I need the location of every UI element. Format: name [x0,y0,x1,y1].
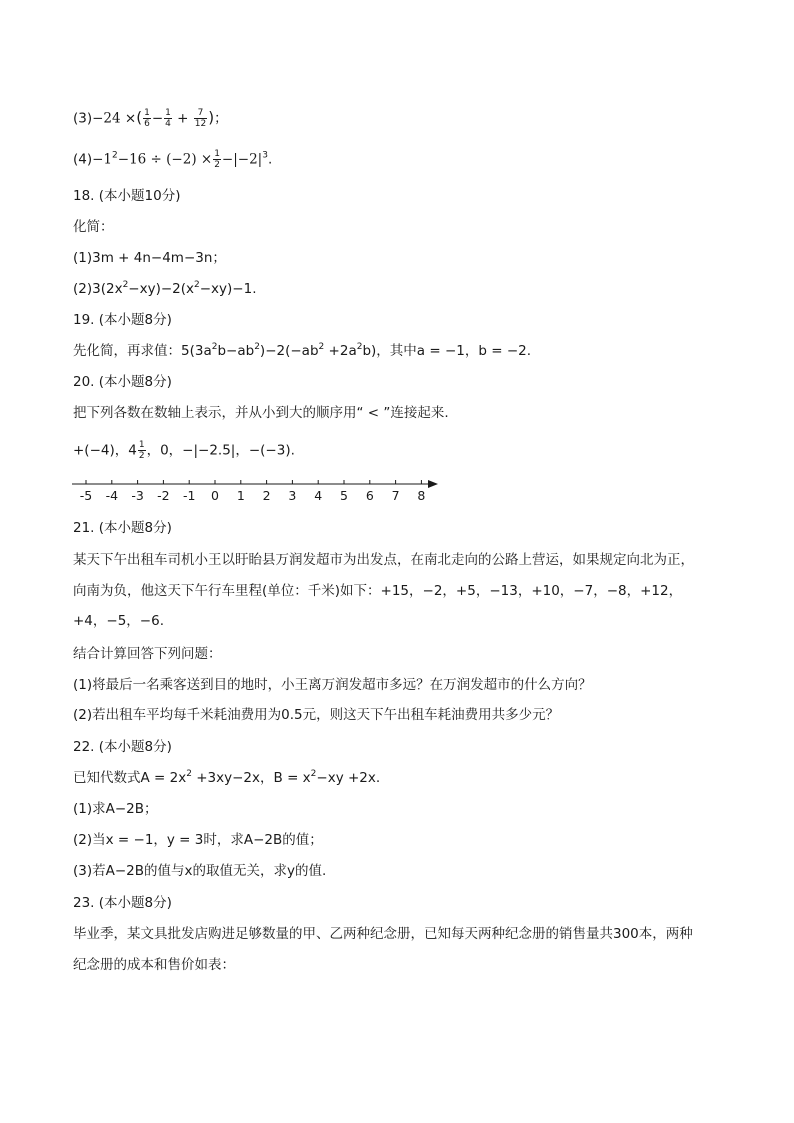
q22-part3: (3)若A−2B的值与x的取值无关，求y的值. [73,863,327,879]
number-line-tick-label: -1 [182,488,196,503]
q23-line1: 毕业季，某文具批发店购进足够数量的甲、乙两种纪念册，已知每天两种纪念册的销售量共300本，两种 [73,926,693,942]
number-line-tick-label: -5 [79,488,93,503]
q22-header: 22. (本小题8分) [73,739,172,755]
number-line-tick-label: -4 [105,488,119,503]
q20-prompt: 把下列各数在数轴上表示，并从小到大的顺序用“ < ”连接起来. [73,405,449,421]
q17-part3: (3)−24 ×( $\frac{1}{6}$ − $\frac{1}{4}$ + $\frac{7}{12}$ )； [73,108,228,129]
fraction-1-2: $\frac{1}{2}$ [138,440,145,461]
q20-numbers: +(−4)，4 $\frac{1}{2}$ ，0，−|−2.5|，−(−3). [73,440,295,461]
q22-given: 已知代数式$A = 2x^2 +3xy-2x$，$B = x^2-xy +2x$. [73,769,381,786]
q18-part2: $(2)3(2x^2-xy)-2(x^2-xy)-1$. [73,280,257,297]
number-line-tick-label: 8 [417,488,426,503]
q21-part2: (2)若出租车平均每千米耗油费用为0.5元，则这天下午出租车耗油费用共多少元？ [73,707,560,723]
number-line-tick-label: 0 [211,488,219,503]
number-line-tick-label: 5 [340,488,348,503]
fraction-1-6: $\frac{1}{6}$ [144,108,150,129]
q21-line3: +4，−5，−6. [73,613,164,629]
number-line-tick-label: 6 [365,488,374,503]
q21-part1: (1)将最后一名乘客送到目的地时，小王离万润发超市多远？在万润发超市的什么方向？ [73,677,592,693]
q22-part2: (2)当x = −1，y = 3时，求A−2B的值； [73,832,323,848]
q17-part4: $(4)-1^2-16 \div (-2)$ × $\frac{1}{2}$ $-|-2|^3$. [73,149,273,170]
number-line-tick-label: 4 [314,488,323,503]
fraction-1-4: $\frac{1}{4}$ [165,108,171,129]
number-line-tick-label: -2 [157,488,170,503]
number-line-arrow-icon [428,480,438,488]
q19-text: 先化简，再求值：$5(3a^2b-ab^2)-2(-ab^2 +2a^2b)$，其中a = −1，b = −2. [73,342,532,359]
q18-header: 18. (本小题10分) [73,188,181,204]
q21-line2: 向南为负，他这天下午行车里程(单位：千米)如下：+15，−2，+5，−13，+10，−7，−8，+12， [73,583,683,599]
q18-part1: (1)3m + 4n−4m−3n； [73,250,226,266]
number-line-tick-label: 7 [391,488,400,503]
q21-prompt: 结合计算回答下列问题： [73,646,222,662]
fraction-7-12: $\frac{7}{12}$ [194,108,207,129]
number-line-tick-label: 1 [236,488,245,503]
number-line-tick-label: -3 [131,488,144,503]
q18-prompt: 化简： [73,219,114,235]
q21-header: 21. (本小题8分) [73,520,172,536]
q21-line1: 某天下午出租车司机小王以盱眙县万润发超市为出发点，在南北走向的公路上营运，如果规定向北为正， [73,552,694,568]
fraction-1-2: $\frac{1}{2}$ [214,149,220,170]
number-line-tick-label: 2 [262,488,271,503]
number-line-tick-label: 3 [288,488,297,503]
q23-header: 23. (本小题8分) [73,895,172,911]
q20-header: 20. (本小题8分) [73,374,172,390]
q19-header: 19. (本小题8分) [73,312,172,328]
q22-part1: (1)求A−2B； [73,801,158,817]
q23-line2: 纪念册的成本和售价如表： [73,957,235,973]
number-line [70,477,450,505]
